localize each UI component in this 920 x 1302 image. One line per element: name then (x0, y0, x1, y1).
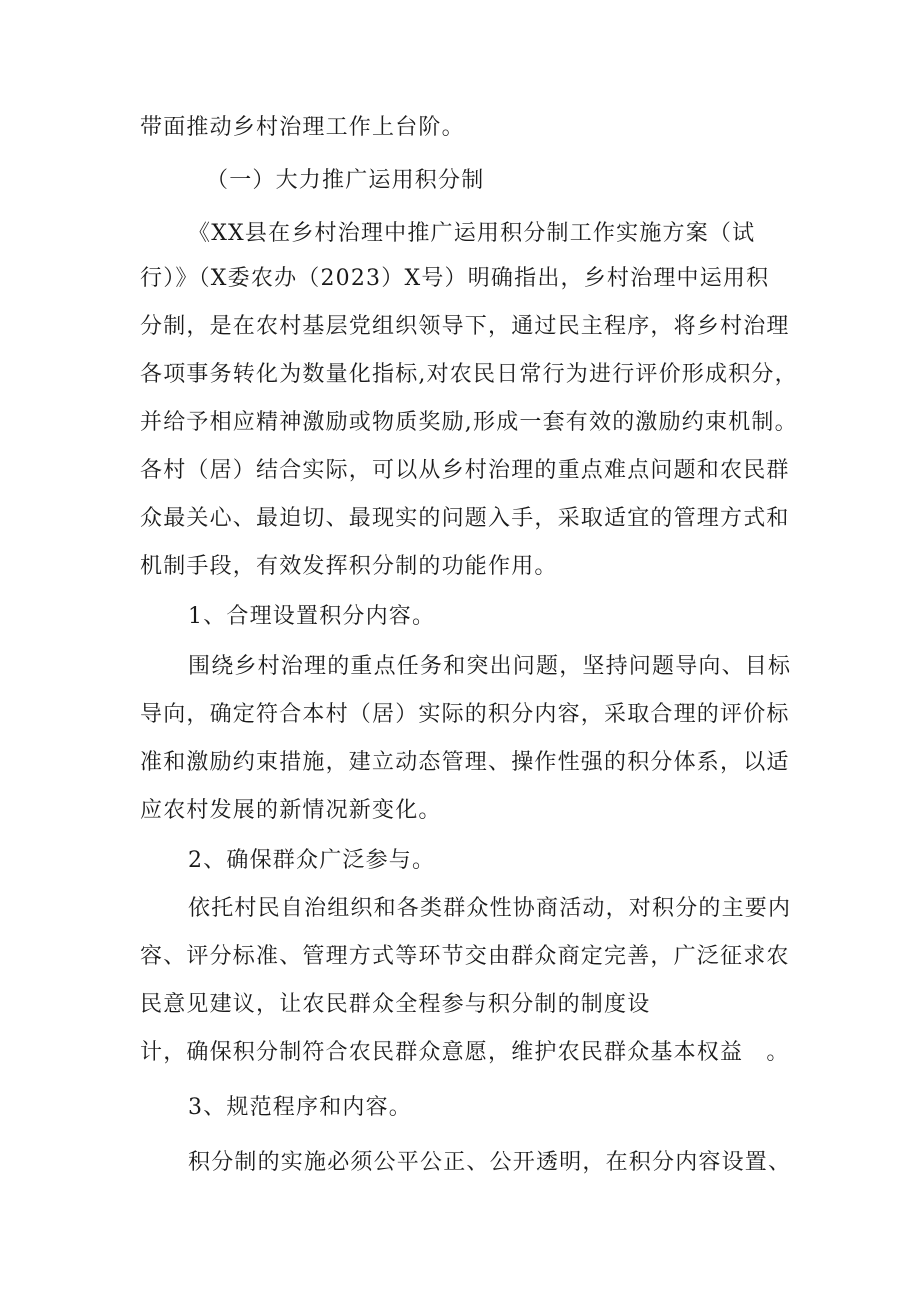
paragraph-line: 各村（居）结合实际，可以从乡村治理的重点难点问题和农民群 (140, 458, 790, 483)
paragraph-line: 依托村民自治组织和各类群众性协商活动，对积分的主要内 (188, 896, 792, 921)
paragraph-line: 行）》（X委农办（2023）X号）明确指出，乡村治理中运用积 (140, 266, 770, 291)
subsection-heading: 2、确保群众广泛参与。 (188, 848, 436, 873)
paragraph-line: 民意见建议，让农民群众全程参与积分制的制度设 (140, 992, 651, 1017)
paragraph-line: 容、评分标准、管理方式等环节交由群众商定完善，广泛征求农 (140, 944, 790, 969)
subsection-heading: 3、规范程序和内容。 (188, 1095, 412, 1120)
section-heading: （一）大力推广运用积分制 (206, 168, 485, 193)
paragraph-line: 带面推动乡村治理工作上台阶。 (140, 115, 465, 140)
paragraph-line: 分制，是在农村基层党组织领导下，通过民主程序，将乡村治理 (140, 314, 790, 339)
paragraph-line: 众最关心、最迫切、最现实的问题入手，采取适宜的管理方式和 (140, 506, 790, 531)
subsection-heading: 1、合理设置积分内容。 (188, 604, 436, 629)
paragraph-line: 机制手段，有效发挥积分制的功能作用。 (140, 554, 558, 579)
paragraph-line: 围绕乡村治理的重点任务和突出问题，坚持问题导向、目标 (188, 654, 792, 679)
paragraph-line: 并给予相应精神激励或物质奖励,形成一套有效的激励约束机制。 (140, 410, 798, 435)
paragraph-line: 计，确保积分制符合农民群众意愿，维护农民群众基本权益 。 (140, 1040, 790, 1065)
paragraph-line: 《XX县在乡村治理中推广运用积分制工作实施方案（试 (188, 221, 756, 246)
paragraph-line: 积分制的实施必须公平公正、公开透明，在积分内容设置、 (188, 1150, 792, 1175)
paragraph-line: 应农村发展的新情况新变化。 (140, 798, 442, 823)
paragraph-line: 各项事务转化为数量化指标,对农民日常行为进行评价形成积分， (140, 362, 798, 387)
paragraph-line: 导向，确定符合本村（居）实际的积分内容，采取合理的评价标 (140, 702, 790, 727)
paragraph-line: 准和激励约束措施，建立动态管理、操作性强的积分体系，以适 (140, 750, 790, 775)
